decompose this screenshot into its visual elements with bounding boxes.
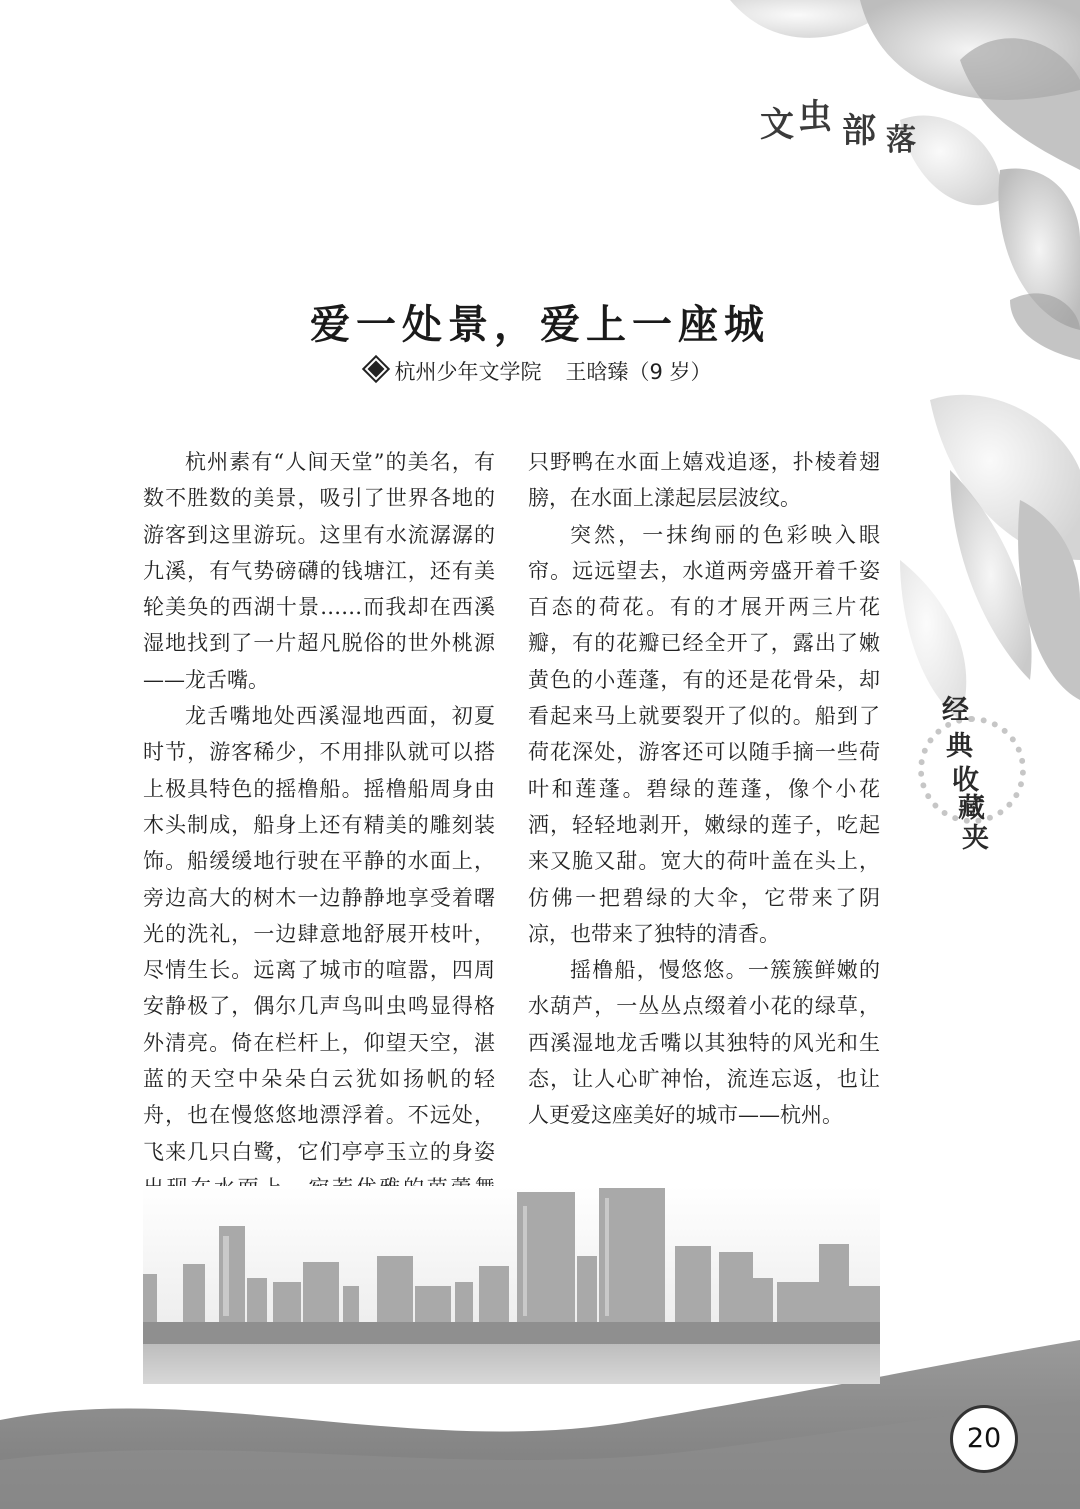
section-tag-char: 虫 xyxy=(798,97,832,137)
page-number: 20 xyxy=(950,1405,1018,1473)
byline-author: 王晗臻（9 岁） xyxy=(565,360,712,384)
diamond-icon xyxy=(365,358,388,381)
section-tag-char: 部 xyxy=(842,111,876,151)
section-tag-char: 落 xyxy=(886,123,916,158)
article-column-left xyxy=(143,444,495,1243)
article-title: 爱一处景，爱上一座城 xyxy=(310,301,770,348)
side-tag-char: 藏 xyxy=(958,793,985,824)
side-tag-char: 典 xyxy=(946,731,973,762)
city-skyline-photo xyxy=(143,1186,880,1384)
paragraph: 杭州素有“人间天堂”的美名，有数不胜数的美景，吸引了世界各地的游客到这里游玩。这里有水流潺潺的九溪，有气势磅礴的钱塘江，还有美轮美奂的西湖十景……而我却在西溪湿地找到了一片超凡脱俗的世外桃源——龙舌嘴。 xyxy=(143,450,495,692)
side-tag xyxy=(912,686,1022,854)
paragraph: 突然，一抹绚丽的色彩映入眼帘。远远望去，水道两旁盛开着千姿百态的荷花。有的才展开两三片花瓣，有的花瓣已经全开了，露出了嫩黄色的小莲蓬，有的还是花骨朵，却看起来马上就要裂开了似的。船到了荷花深处，游客还可以随手摘一些荷叶和莲蓬。碧绿的莲蓬，像个小花洒，轻轻地剥开，嫩绿的莲子，吃起来又脆又甜。宽大的荷叶盖在头上，仿佛一把碧绿的大伞，它带来了阴凉，也带来了独特的清香。 xyxy=(528,522,880,946)
paragraph-continuation: 只野鸭在水面上嬉戏追逐，扑棱着翅膀，在水面上漾起层层波纹。 xyxy=(528,450,880,511)
side-tag-char: 收 xyxy=(952,765,979,796)
section-tag xyxy=(760,97,960,170)
byline xyxy=(200,356,880,386)
side-tag-char: 经 xyxy=(942,695,969,726)
section-tag-char: 文 xyxy=(760,105,794,145)
paragraph: 摇橹船，慢悠悠。一簇簇鲜嫩的水葫芦，一丛丛点缀着小花的绿草，西溪湿地龙舌嘴以其独特的风光和生态，让人心旷神怡，流连忘返，也让人更爱这座美好的城市——杭州。 xyxy=(528,958,880,1128)
article-column-right xyxy=(528,444,880,1134)
paragraph: 龙舌嘴地处西溪湿地西面，初夏时节，游客稀少，不用排队就可以搭上极具特色的摇橹船。摇橹船周身由木头制成，船身上还有精美的雕刻装饰。船缓缓地行驶在平静的水面上，旁边高大的树木一边静静地享受着曙光的洗礼，一边肆意地舒展开枝叶，尽情生长。远离了城市的喧嚣，四周安静极了，偶尔几声鸟叫虫鸣显得格外清亮。倚在栏杆上，仰望天空，湛蓝的天空中朵朵白云犹如扬帆的轻舟，也在慢悠悠地漂浮着。不远处，飞来几只白鹭，它们亭亭玉立的身姿 xyxy=(143,704,495,1164)
byline-school: 杭州少年文学院 xyxy=(394,360,542,384)
side-tag-char: 夹 xyxy=(962,823,989,854)
